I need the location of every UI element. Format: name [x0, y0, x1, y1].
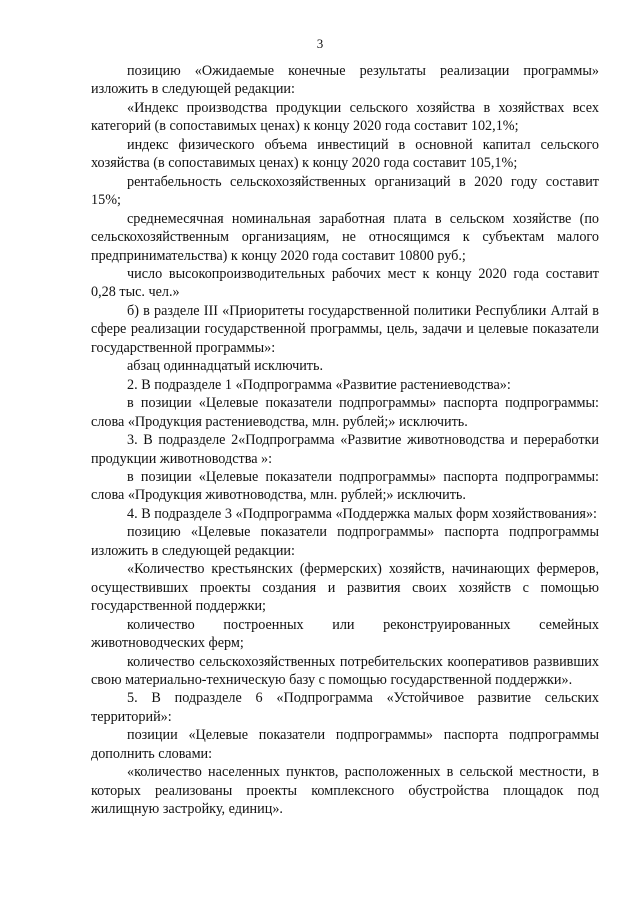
- paragraph: количество построенных или реконструированных семейных животноводческих ферм;: [91, 616, 599, 652]
- paragraph: индекс физического объема инвестиций в основной капитал сельского хозяйства (в сопоставимых ценах) к концу 2020 года составит 105,1%;: [91, 136, 599, 172]
- document-body: [91, 62, 599, 819]
- paragraph: 3. В подразделе 2«Подпрограмма «Развитие животноводства и переработки продукции животноводства »:: [91, 432, 599, 467]
- paragraph: 2. В подразделе 1 «Подпрограмма «Развитие растениеводства»:: [127, 376, 511, 393]
- paragraph: среднемесячная номинальная заработная плата в сельском хозяйстве (по сельскохозяйственным организациям, не относящимся к субъектам малого предпринимательства) к концу 2020 года составит 10800 руб.;: [91, 210, 599, 264]
- paragraph: «количество населенных пунктов, расположенных в сельской местности, в которых реализованы проекты комплексного обустройства площадок под жилищную застройку, единиц».: [91, 764, 599, 818]
- paragraph: 4. В подразделе 3 «Подпрограмма «Поддержка малых форм хозяйствования»:: [127, 505, 597, 522]
- paragraph: в позиции «Целевые показатели подпрограммы» паспорта подпрограммы: слова «Продукция растениеводства, млн. рублей;» исключить.: [91, 395, 599, 430]
- paragraph: 5. В подразделе 6 «Подпрограмма «Устойчивое развитие сельских территорий»:: [91, 690, 599, 725]
- paragraph: «Количество крестьянских (фермерских) хозяйств, начинающих фермеров, осуществивших проекты создания и развития своих хозяйств с помощью государственной поддержки;: [91, 561, 599, 615]
- paragraph: б) в разделе III «Приоритеты государственной политики Республики Алтай в сфере реализации государственной программы, цель, задачи и целевые показатели государственной программы»:: [91, 302, 599, 356]
- paragraph: позицию «Ожидаемые конечные результаты реализации программы» изложить в следующей редакции:: [91, 63, 599, 98]
- paragraph: число высокопроизводительных рабочих мест к концу 2020 года составит 0,28 тыс. чел.»: [91, 265, 599, 301]
- paragraph: рентабельность сельскохозяйственных организаций в 2020 году составит 15%;: [91, 173, 599, 209]
- paragraph: «Индекс производства продукции сельского хозяйства в хозяйствах всех категорий (в сопоставимых ценах) к концу 2020 года составит 102,1%;: [91, 99, 599, 135]
- paragraph: в позиции «Целевые показатели подпрограммы» паспорта подпрограммы: слова «Продукция животноводства, млн. рублей;» исключить.: [91, 468, 599, 504]
- paragraph: позиции «Целевые показатели подпрограммы» паспорта подпрограммы дополнить словами:: [91, 727, 599, 762]
- page-number: 3: [316, 36, 324, 51]
- paragraph: количество сельскохозяйственных потребительских кооперативов развивших свою материально-техническую базу с помощью государственной поддержки».: [91, 653, 599, 688]
- paragraph: позицию «Целевые показатели подпрограммы» паспорта подпрограммы изложить в следующей редакции:: [91, 524, 599, 559]
- paragraph: абзац одиннадцатый исключить.: [127, 358, 324, 375]
